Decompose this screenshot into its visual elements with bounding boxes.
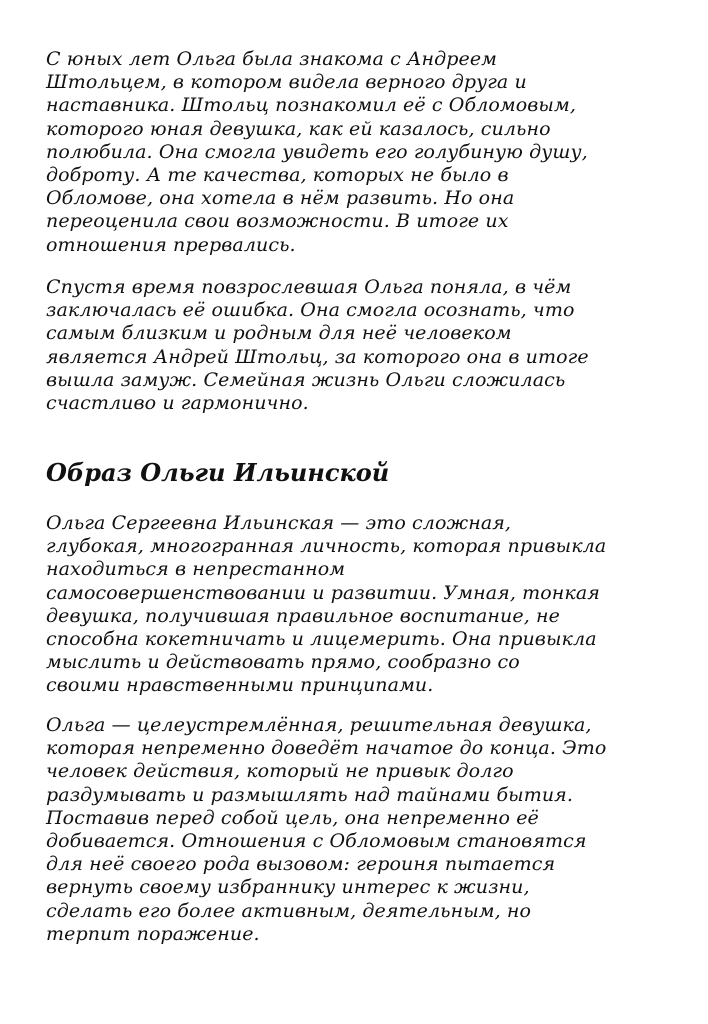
text-line: мыслить и действовать прямо, сообразно со	[46, 651, 520, 674]
text-line: способна кокетничать и лицемерить. Она привыкла	[46, 628, 597, 651]
paragraph-marriage	[46, 276, 676, 415]
text-line: раздумывать и размышлять над тайнами бытия.	[46, 783, 573, 806]
text-line: которая непременно доведёт начатое до конца. Это	[46, 737, 607, 760]
text-line: самосовершенствовании и развитии. Умная, тонкая	[46, 581, 600, 604]
text-line: сделать его более активным, деятельным, но	[46, 899, 532, 922]
text-line: доброту. А те качества, которых не было в	[46, 164, 509, 187]
text-line: счастливо и гармонично.	[46, 392, 309, 415]
text-line: вернуть своему избраннику интерес к жизни,	[46, 876, 530, 899]
text-line: своими нравственными принципами.	[46, 674, 434, 697]
paragraph-determination	[46, 714, 676, 946]
text-line: добивается. Отношения с Обломовым становятся	[46, 830, 587, 853]
text-line: наставника. Штольц познакомил её с Обломовым,	[46, 94, 576, 117]
text-line: Поставив перед собой цель, она непременно её	[46, 806, 539, 829]
text-line: которого юная девушка, как ей казалось, сильно	[46, 117, 551, 140]
text-line: для неё своего рода вызовом: героиня пытается	[46, 853, 556, 876]
text-line: Обломове, она хотела в нём развить. Но она	[46, 187, 515, 210]
paragraph-childhood	[46, 48, 676, 257]
text-line: Ольга — целеустремлённая, решительная девушка,	[46, 714, 592, 736]
text-line: Штольцем, в котором видела верного друга и	[46, 71, 527, 94]
text-line: находиться в непрестанном	[46, 558, 346, 581]
text-line: терпит поражение.	[46, 922, 260, 945]
text-line: переоценила свои возможности. В итоге их	[46, 210, 509, 233]
text-line: отношения прервались.	[46, 233, 296, 256]
text-line: вышла замуж. Семейная жизнь Ольги сложилась	[46, 368, 566, 391]
paragraph-personality	[46, 512, 676, 698]
text-line: самым близким и родным для неё человеком	[46, 322, 512, 345]
text-line: заключалась её ошибка. Она смогла осознать, что	[46, 299, 575, 322]
text-line: Ольга Сергеевна Ильинская — это сложная,	[46, 512, 512, 534]
text-line: Спустя время повзрослевшая Ольга поняла, в чём	[46, 276, 572, 298]
text-line: глубокая, многогранная личность, которая привыкла	[46, 535, 607, 558]
text-line: человек действия, который не привык долго	[46, 760, 514, 783]
text-line: является Андрей Штольц, за которого она в итоге	[46, 345, 589, 368]
section-heading: Образ Ольги Ильинской	[46, 458, 390, 487]
text-line: полюбила. Она смогла увидеть его голубиную душу,	[46, 140, 588, 163]
text-line: С юных лет Ольга была знакома с Андреем	[46, 48, 498, 70]
text-line: девушка, получившая правильное воспитание, не	[46, 604, 560, 627]
